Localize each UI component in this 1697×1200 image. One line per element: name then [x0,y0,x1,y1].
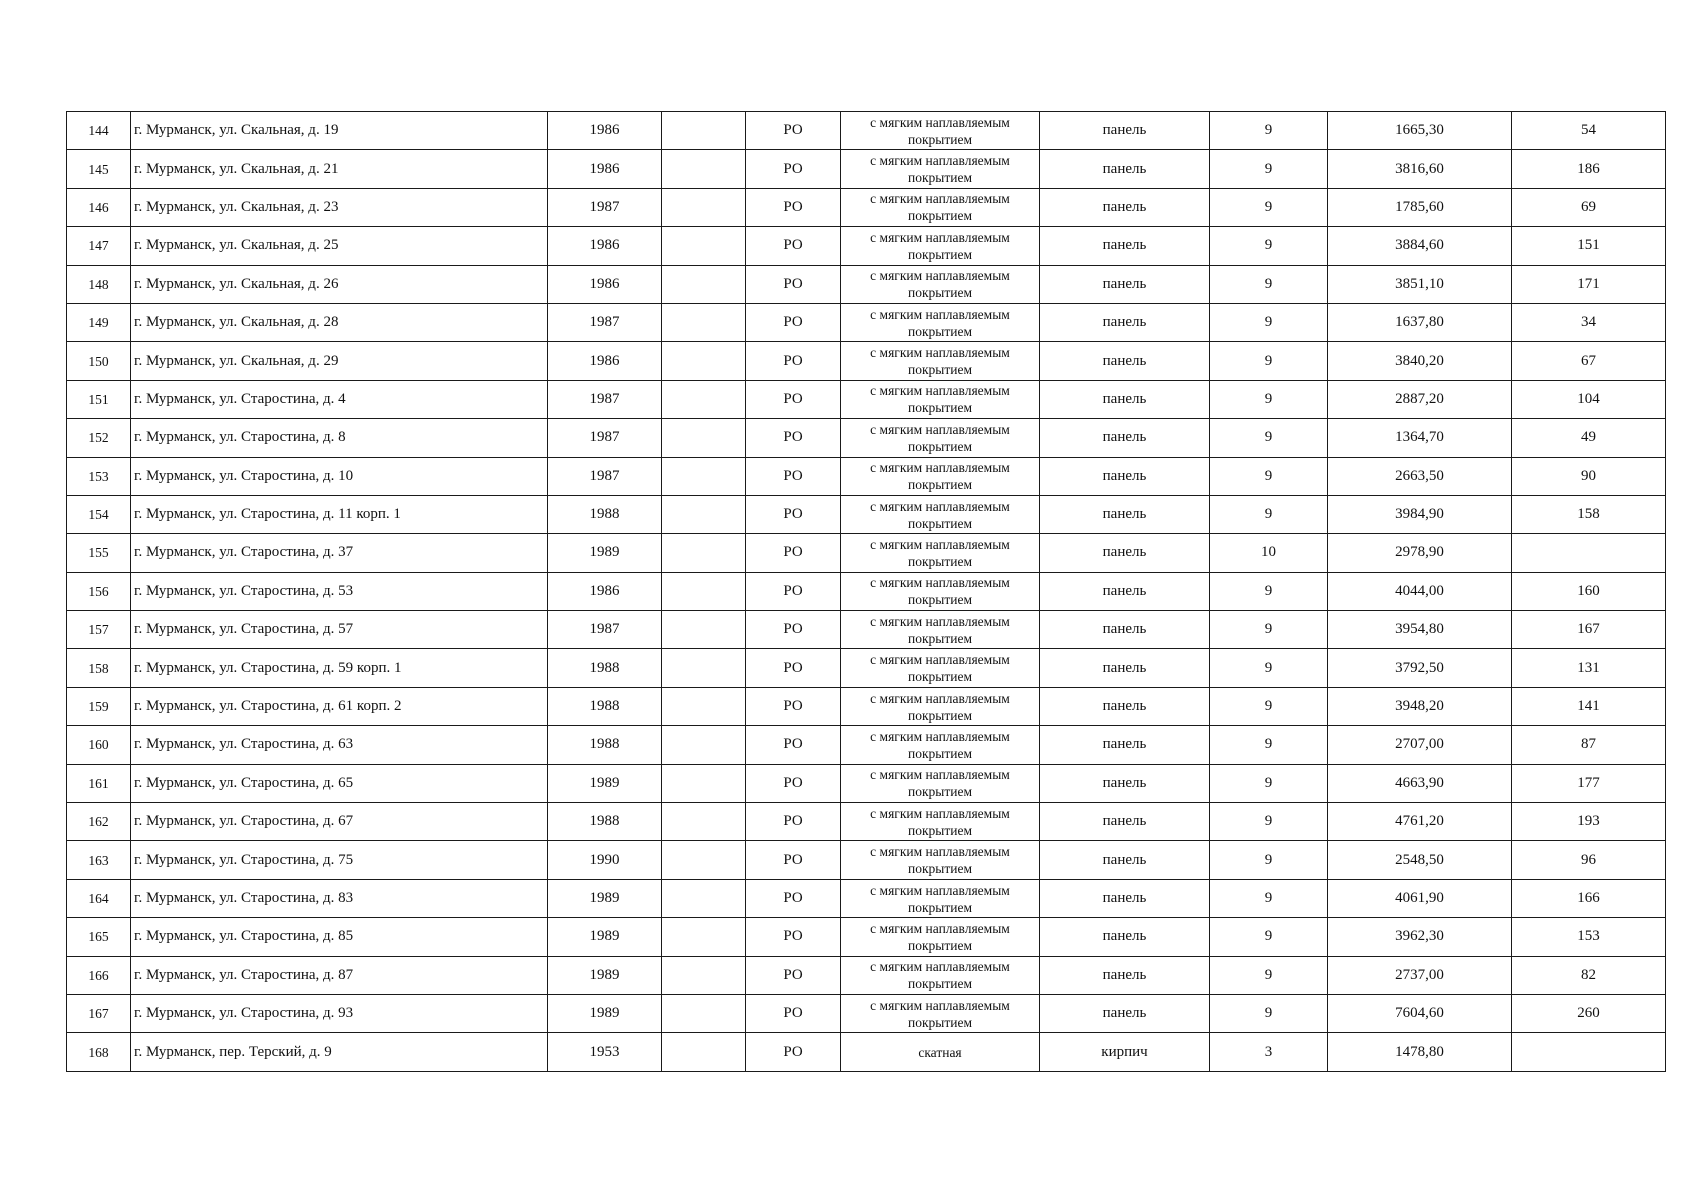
table-row [67,879,1666,917]
residents-cell: 96 [1512,841,1666,879]
year-cell: 1986 [548,227,662,265]
org-cell: РО [746,150,841,188]
org-cell: РО [746,265,841,303]
area-cell: 4761,20 [1328,803,1512,841]
floors-cell: 9 [1210,188,1328,226]
roof-type-cell: с мягким наплавляемым покрытием [841,611,1040,649]
row-number-cell: 158 [67,649,131,687]
residents-cell: 260 [1512,994,1666,1032]
table-row [67,419,1666,457]
address-cell: г. Мурманск, ул. Старостина, д. 37 [131,534,548,572]
address-cell: г. Мурманск, пер. Терский, д. 9 [131,1033,548,1071]
floors-cell: 9 [1210,303,1328,341]
empty-cell [662,150,746,188]
empty-cell [662,419,746,457]
wall-material-cell: панель [1040,112,1210,150]
table-row [67,457,1666,495]
row-number-cell: 155 [67,534,131,572]
org-cell: РО [746,764,841,802]
year-cell: 1986 [548,342,662,380]
row-number-cell: 168 [67,1033,131,1071]
residents-cell: 186 [1512,150,1666,188]
area-cell: 2887,20 [1328,380,1512,418]
empty-cell [662,227,746,265]
residents-cell: 82 [1512,956,1666,994]
area-cell: 1637,80 [1328,303,1512,341]
wall-material-cell: панель [1040,803,1210,841]
residents-cell: 54 [1512,112,1666,150]
roof-type-cell: с мягким наплавляемым покрытием [841,534,1040,572]
address-cell: г. Мурманск, ул. Старостина, д. 85 [131,918,548,956]
row-number-cell: 144 [67,112,131,150]
year-cell: 1989 [548,764,662,802]
row-number-cell: 167 [67,994,131,1032]
floors-cell: 9 [1210,112,1328,150]
roof-type-cell: с мягким наплавляемым покрытием [841,918,1040,956]
area-cell: 7604,60 [1328,994,1512,1032]
table-row [67,611,1666,649]
year-cell: 1989 [548,956,662,994]
empty-cell [662,495,746,533]
org-cell: РО [746,495,841,533]
roof-type-cell: с мягким наплавляемым покрытием [841,150,1040,188]
residents-cell: 160 [1512,572,1666,610]
row-number-cell: 161 [67,764,131,802]
row-number-cell: 163 [67,841,131,879]
floors-cell: 9 [1210,457,1328,495]
wall-material-cell: панель [1040,380,1210,418]
table-row [67,918,1666,956]
floors-cell: 9 [1210,687,1328,725]
table-body [67,112,1666,1072]
floors-cell: 9 [1210,841,1328,879]
area-cell: 3962,30 [1328,918,1512,956]
floors-cell: 9 [1210,956,1328,994]
housing-registry-table [66,111,1666,1072]
wall-material-cell: панель [1040,726,1210,764]
address-cell: г. Мурманск, ул. Скальная, д. 23 [131,188,548,226]
roof-type-cell: с мягким наплавляемым покрытием [841,803,1040,841]
address-cell: г. Мурманск, ул. Скальная, д. 21 [131,150,548,188]
year-cell: 1986 [548,572,662,610]
wall-material-cell: панель [1040,227,1210,265]
address-cell: г. Мурманск, ул. Старостина, д. 65 [131,764,548,802]
area-cell: 4061,90 [1328,879,1512,917]
empty-cell [662,188,746,226]
floors-cell: 9 [1210,572,1328,610]
roof-type-cell: с мягким наплавляемым покрытием [841,457,1040,495]
residents-cell: 141 [1512,687,1666,725]
address-cell: г. Мурманск, ул. Старостина, д. 11 корп. 1 [131,495,548,533]
area-cell: 3884,60 [1328,227,1512,265]
floors-cell: 9 [1210,611,1328,649]
address-cell: г. Мурманск, ул. Старостина, д. 4 [131,380,548,418]
address-cell: г. Мурманск, ул. Старостина, д. 63 [131,726,548,764]
address-cell: г. Мурманск, ул. Старостина, д. 53 [131,572,548,610]
address-cell: г. Мурманск, ул. Старостина, д. 59 корп. 1 [131,649,548,687]
roof-type-cell: с мягким наплавляемым покрытием [841,188,1040,226]
org-cell: РО [746,879,841,917]
roof-type-cell: с мягким наплавляемым покрытием [841,764,1040,802]
empty-cell [662,994,746,1032]
org-cell: РО [746,572,841,610]
floors-cell: 9 [1210,726,1328,764]
table-row [67,342,1666,380]
row-number-cell: 151 [67,380,131,418]
table-row [67,841,1666,879]
year-cell: 1988 [548,687,662,725]
area-cell: 3954,80 [1328,611,1512,649]
org-cell: РО [746,380,841,418]
table-row [67,227,1666,265]
area-cell: 3851,10 [1328,265,1512,303]
floors-cell: 9 [1210,342,1328,380]
floors-cell: 9 [1210,994,1328,1032]
org-cell: РО [746,918,841,956]
row-number-cell: 153 [67,457,131,495]
roof-type-cell: скатная [841,1033,1040,1071]
area-cell: 3792,50 [1328,649,1512,687]
year-cell: 1988 [548,726,662,764]
roof-type-cell: с мягким наплавляемым покрытием [841,342,1040,380]
empty-cell [662,956,746,994]
org-cell: РО [746,188,841,226]
area-cell: 3840,20 [1328,342,1512,380]
org-cell: РО [746,956,841,994]
org-cell: РО [746,611,841,649]
table-row [67,764,1666,802]
empty-cell [662,534,746,572]
row-number-cell: 148 [67,265,131,303]
residents-cell: 171 [1512,265,1666,303]
address-cell: г. Мурманск, ул. Скальная, д. 28 [131,303,548,341]
residents-cell: 69 [1512,188,1666,226]
residents-cell: 153 [1512,918,1666,956]
residents-cell: 49 [1512,419,1666,457]
row-number-cell: 149 [67,303,131,341]
table-row [67,649,1666,687]
org-cell: РО [746,1033,841,1071]
empty-cell [662,572,746,610]
roof-type-cell: с мягким наплавляемым покрытием [841,572,1040,610]
table-row [67,534,1666,572]
wall-material-cell: панель [1040,841,1210,879]
table-row [67,994,1666,1032]
row-number-cell: 146 [67,188,131,226]
empty-cell [662,879,746,917]
table-row [67,188,1666,226]
row-number-cell: 156 [67,572,131,610]
address-cell: г. Мурманск, ул. Скальная, д. 29 [131,342,548,380]
year-cell: 1988 [548,803,662,841]
year-cell: 1989 [548,879,662,917]
empty-cell [662,726,746,764]
floors-cell: 9 [1210,380,1328,418]
table-row [67,150,1666,188]
table-row [67,303,1666,341]
wall-material-cell: панель [1040,956,1210,994]
residents-cell [1512,1033,1666,1071]
empty-cell [662,611,746,649]
address-cell: г. Мурманск, ул. Старостина, д. 8 [131,419,548,457]
residents-cell: 193 [1512,803,1666,841]
year-cell: 1987 [548,380,662,418]
roof-type-cell: с мягким наплавляемым покрытием [841,687,1040,725]
roof-type-cell: с мягким наплавляемым покрытием [841,841,1040,879]
empty-cell [662,380,746,418]
year-cell: 1990 [548,841,662,879]
roof-type-cell: с мягким наплавляемым покрытием [841,994,1040,1032]
year-cell: 1988 [548,649,662,687]
wall-material-cell: панель [1040,419,1210,457]
row-number-cell: 159 [67,687,131,725]
row-number-cell: 157 [67,611,131,649]
area-cell: 4663,90 [1328,764,1512,802]
wall-material-cell: панель [1040,994,1210,1032]
address-cell: г. Мурманск, ул. Старостина, д. 93 [131,994,548,1032]
floors-cell: 9 [1210,227,1328,265]
org-cell: РО [746,841,841,879]
address-cell: г. Мурманск, ул. Старостина, д. 67 [131,803,548,841]
residents-cell [1512,534,1666,572]
org-cell: РО [746,419,841,457]
row-number-cell: 152 [67,419,131,457]
residents-cell: 177 [1512,764,1666,802]
area-cell: 3948,20 [1328,687,1512,725]
residents-cell: 131 [1512,649,1666,687]
empty-cell [662,112,746,150]
empty-cell [662,342,746,380]
year-cell: 1987 [548,303,662,341]
empty-cell [662,457,746,495]
wall-material-cell: панель [1040,879,1210,917]
wall-material-cell: панель [1040,265,1210,303]
floors-cell: 9 [1210,495,1328,533]
wall-material-cell: панель [1040,918,1210,956]
area-cell: 2737,00 [1328,956,1512,994]
wall-material-cell: панель [1040,495,1210,533]
org-cell: РО [746,342,841,380]
address-cell: г. Мурманск, ул. Скальная, д. 25 [131,227,548,265]
roof-type-cell: с мягким наплавляемым покрытием [841,649,1040,687]
org-cell: РО [746,994,841,1032]
wall-material-cell: панель [1040,534,1210,572]
row-number-cell: 162 [67,803,131,841]
residents-cell: 87 [1512,726,1666,764]
empty-cell [662,649,746,687]
area-cell: 1665,30 [1328,112,1512,150]
empty-cell [662,803,746,841]
org-cell: РО [746,457,841,495]
row-number-cell: 165 [67,918,131,956]
area-cell: 2663,50 [1328,457,1512,495]
residents-cell: 167 [1512,611,1666,649]
address-cell: г. Мурманск, ул. Старостина, д. 61 корп. 2 [131,687,548,725]
area-cell: 2707,00 [1328,726,1512,764]
table-row [67,687,1666,725]
year-cell: 1989 [548,994,662,1032]
org-cell: РО [746,534,841,572]
table-row [67,726,1666,764]
address-cell: г. Мурманск, ул. Старостина, д. 83 [131,879,548,917]
year-cell: 1989 [548,918,662,956]
area-cell: 1785,60 [1328,188,1512,226]
residents-cell: 166 [1512,879,1666,917]
roof-type-cell: с мягким наплавляемым покрытием [841,726,1040,764]
year-cell: 1986 [548,265,662,303]
area-cell: 4044,00 [1328,572,1512,610]
table-row [67,956,1666,994]
year-cell: 1987 [548,419,662,457]
year-cell: 1986 [548,112,662,150]
org-cell: РО [746,687,841,725]
address-cell: г. Мурманск, ул. Старостина, д. 75 [131,841,548,879]
wall-material-cell: панель [1040,188,1210,226]
row-number-cell: 164 [67,879,131,917]
residents-cell: 90 [1512,457,1666,495]
roof-type-cell: с мягким наплавляемым покрытием [841,112,1040,150]
empty-cell [662,918,746,956]
floors-cell: 10 [1210,534,1328,572]
roof-type-cell: с мягким наплавляемым покрытием [841,227,1040,265]
year-cell: 1987 [548,188,662,226]
address-cell: г. Мурманск, ул. Скальная, д. 26 [131,265,548,303]
residents-cell: 151 [1512,227,1666,265]
residents-cell: 67 [1512,342,1666,380]
table-row [67,380,1666,418]
residents-cell: 34 [1512,303,1666,341]
wall-material-cell: кирпич [1040,1033,1210,1071]
year-cell: 1987 [548,611,662,649]
area-cell: 1478,80 [1328,1033,1512,1071]
empty-cell [662,1033,746,1071]
empty-cell [662,687,746,725]
roof-type-cell: с мягким наплавляемым покрытием [841,419,1040,457]
wall-material-cell: панель [1040,457,1210,495]
address-cell: г. Мурманск, ул. Старостина, д. 57 [131,611,548,649]
wall-material-cell: панель [1040,572,1210,610]
area-cell: 1364,70 [1328,419,1512,457]
wall-material-cell: панель [1040,764,1210,802]
floors-cell: 9 [1210,803,1328,841]
org-cell: РО [746,649,841,687]
wall-material-cell: панель [1040,611,1210,649]
roof-type-cell: с мягким наплавляемым покрытием [841,879,1040,917]
org-cell: РО [746,303,841,341]
floors-cell: 9 [1210,764,1328,802]
floors-cell: 9 [1210,918,1328,956]
roof-type-cell: с мягким наплавляемым покрытием [841,265,1040,303]
table-row [67,112,1666,150]
roof-type-cell: с мягким наплавляемым покрытием [841,303,1040,341]
address-cell: г. Мурманск, ул. Старостина, д. 87 [131,956,548,994]
wall-material-cell: панель [1040,303,1210,341]
floors-cell: 9 [1210,879,1328,917]
roof-type-cell: с мягким наплавляемым покрытием [841,380,1040,418]
year-cell: 1953 [548,1033,662,1071]
floors-cell: 9 [1210,265,1328,303]
org-cell: РО [746,227,841,265]
year-cell: 1989 [548,534,662,572]
row-number-cell: 147 [67,227,131,265]
residents-cell: 158 [1512,495,1666,533]
table-row [67,1033,1666,1071]
wall-material-cell: панель [1040,342,1210,380]
row-number-cell: 166 [67,956,131,994]
year-cell: 1988 [548,495,662,533]
floors-cell: 9 [1210,649,1328,687]
roof-type-cell: с мягким наплавляемым покрытием [841,956,1040,994]
empty-cell [662,764,746,802]
table-row [67,495,1666,533]
table-row [67,803,1666,841]
row-number-cell: 145 [67,150,131,188]
area-cell: 3984,90 [1328,495,1512,533]
roof-type-cell: с мягким наплавляемым покрытием [841,495,1040,533]
address-cell: г. Мурманск, ул. Старостина, д. 10 [131,457,548,495]
table-row [67,572,1666,610]
row-number-cell: 154 [67,495,131,533]
address-cell: г. Мурманск, ул. Скальная, д. 19 [131,112,548,150]
empty-cell [662,303,746,341]
empty-cell [662,841,746,879]
area-cell: 3816,60 [1328,150,1512,188]
floors-cell: 9 [1210,419,1328,457]
row-number-cell: 160 [67,726,131,764]
wall-material-cell: панель [1040,649,1210,687]
wall-material-cell: панель [1040,150,1210,188]
area-cell: 2548,50 [1328,841,1512,879]
area-cell: 2978,90 [1328,534,1512,572]
wall-material-cell: панель [1040,687,1210,725]
year-cell: 1986 [548,150,662,188]
org-cell: РО [746,726,841,764]
empty-cell [662,265,746,303]
floors-cell: 9 [1210,150,1328,188]
table-row [67,265,1666,303]
org-cell: РО [746,112,841,150]
floors-cell: 3 [1210,1033,1328,1071]
org-cell: РО [746,803,841,841]
residents-cell: 104 [1512,380,1666,418]
year-cell: 1987 [548,457,662,495]
row-number-cell: 150 [67,342,131,380]
